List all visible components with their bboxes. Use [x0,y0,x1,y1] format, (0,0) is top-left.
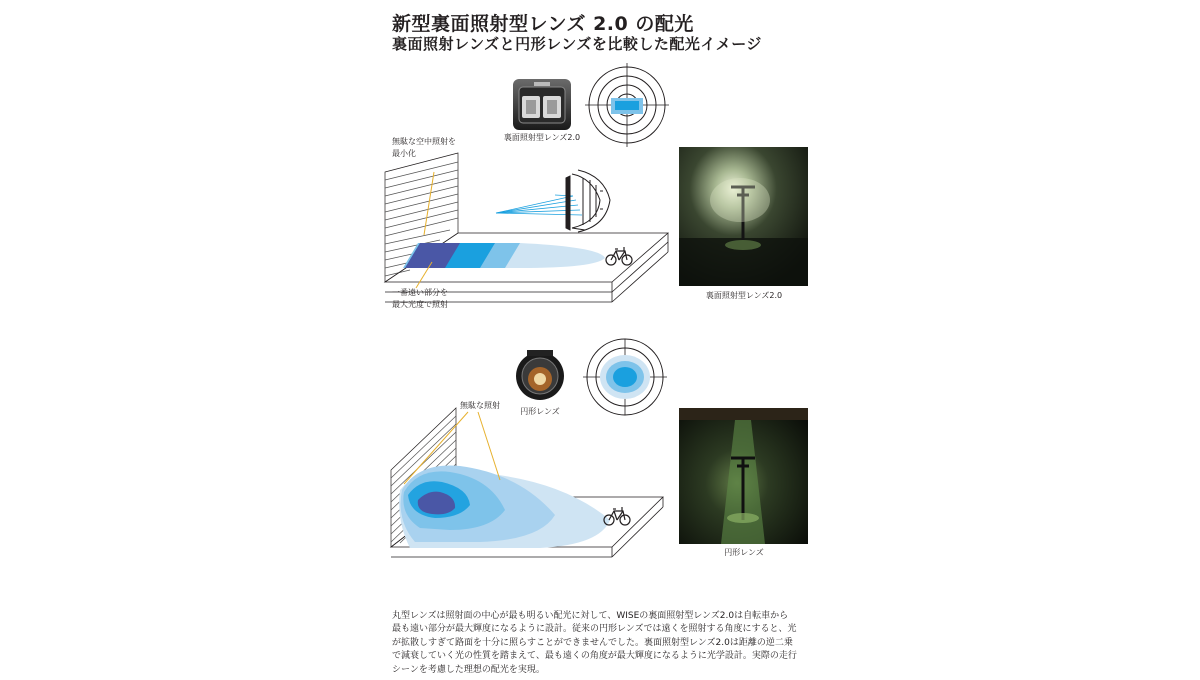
description-text [392,610,812,677]
description-line: 最も遠い部分が最大輝度になるように設計。従来の円形レンズでは遠くを照射する角度にすると、光 [392,624,797,635]
description-line: で減衰していく光の性質を踏まえて、最も遠くの角度が最大輝度になるように光学設計。実際の走行 [392,651,797,662]
photo-caption-round: 円形レンズ [724,548,764,557]
annotation-line: 最小化 [392,149,416,158]
annotation-line: 一番遠い部分を [392,288,448,297]
lens-ray-diagram [496,170,610,232]
bicycle-icon [606,247,632,265]
leader-lines-top [416,172,434,288]
description-line: が拡散しすぎて路面を十分に照らすことができませんでした。裏面照射型レンズ2.0は距離の逆二乗 [392,637,793,648]
round-lamp-image [516,350,564,400]
rectangular-lamp-image [513,79,571,130]
page-title: 新型裏面照射型レンズ 2.0 の配光 [392,13,694,35]
night-photo-lens2 [679,147,808,286]
beam-target-round [583,339,667,415]
beam-target-rectangular [585,63,669,147]
annotation-line: 最大光度で照射 [392,300,448,309]
product-caption-lens2: 裏面照射型レンズ2.0 [503,133,581,142]
annotation-line: 無駄な空中照射を [392,137,456,146]
light-distribution-top [403,243,605,268]
photo-caption-lens2: 裏面照射型レンズ2.0 [705,291,783,300]
annotation-minimize-air [392,136,456,160]
annotation-wasted-light: 無駄な照射 [460,401,500,410]
annotation-max-far [392,287,448,311]
product-caption-round: 円形レンズ [520,407,560,416]
night-photo-round-lens [679,408,808,544]
light-distribution-bottom [399,466,610,549]
description-line: 丸型レンズは照射面の中心が最も明るい配光に対して、WISEの裏面照射型レンズ2.0は自転車から [392,611,789,621]
page-subtitle: 裏面照射レンズと円形レンズを比較した配光イメージ [392,35,762,53]
description-line: シーンを考慮した理想の配光を実現。 [392,664,545,675]
